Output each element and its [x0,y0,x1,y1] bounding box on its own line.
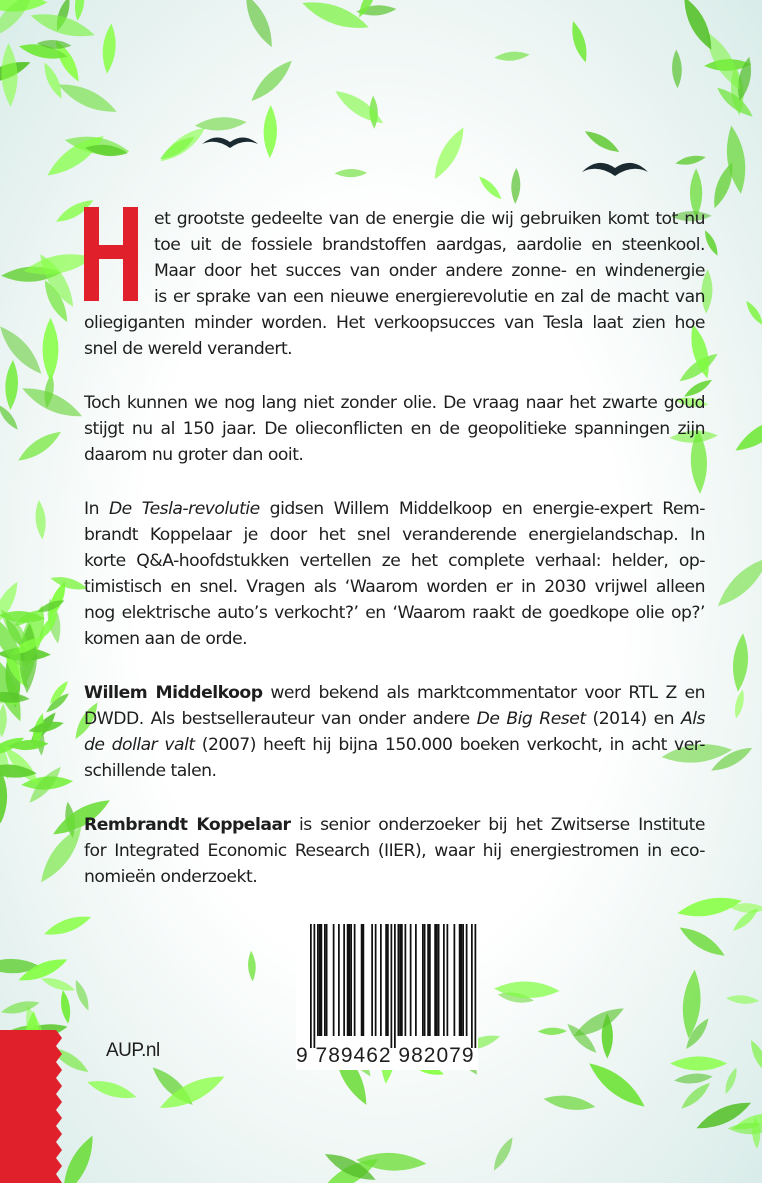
barcode-bar [459,924,461,1036]
text-segment: nomieën onderzoekt. [84,867,258,887]
leaf-shape [494,50,530,62]
text-segment: Toch kunnen we nog lang niet zonder olie. De vraag naar het zwarte goud [84,393,705,413]
leaf-shape [40,60,66,100]
leaf-shape [247,56,297,106]
text-line [84,310,705,336]
barcode-bar [338,924,340,1036]
leaf-shape [72,978,92,1012]
text-segment: korte Q&A-hoofdstukken vertellen ze het complete verhaal: helder, op- [84,551,705,571]
leaf-shape [428,124,470,183]
barcode-bar [447,924,449,1036]
text-segment: gidsen Willem Middelkoop en energie-expert Rem- [259,499,705,519]
barcode-bar [466,924,468,1036]
barcode-bar [399,924,401,1036]
barcode-bar [471,924,473,1048]
paragraph-gap [84,784,705,812]
text-line [84,522,705,548]
leaf-shape [674,1072,714,1086]
text-line [84,206,705,232]
author-name: Rembrandt Koppelaar [84,815,291,835]
leaf-shape [59,989,73,1024]
leaf-shape [4,359,19,410]
text-line [84,864,705,890]
text-segment: (2007) heeft hij bijna 150.000 boeken verkocht, in acht ver- [194,735,705,755]
paragraph-gap [84,362,705,390]
barcode-bar [387,924,389,1036]
back-cover-blurb [84,206,705,890]
text-segment: is er sprake van een nieuwe energierevolutie en zal de macht van [154,287,705,307]
text-segment: nog elektrische auto’s verkocht?’ en ‘Waarom raakt de goedkope olie op?’ [84,603,705,623]
barcode-bar [461,924,463,1036]
publisher-logo-tab [0,1030,64,1183]
text-line [84,284,705,310]
barcode-bar [385,924,387,1036]
leaf-shape [731,633,751,693]
barcode-bar [405,924,407,1036]
barcode-bar [429,924,431,1036]
text-segment: Maar door het succes van onder andere zonne- en windenergie [154,261,705,281]
barcode-bar [454,924,456,1036]
isbn-barcode [296,920,478,1070]
leaf-shape [55,77,120,119]
barcode-bar [319,924,321,1036]
isbn-number: 9 789462 982079 [296,1044,475,1067]
leaf-shape [670,1056,727,1070]
book-title: Als [681,709,705,729]
text-segment: brandt Koppelaar je door het snel veranderende energielandschap. In [84,525,705,545]
leaf-shape [538,1027,567,1035]
publisher-url[interactable]: AUP.nl [106,1040,160,1061]
leaf-shape [40,974,77,994]
leaf-shape [582,127,622,156]
barcode-bar [443,924,445,1036]
text-line [84,732,705,758]
barcode-bar [436,924,438,1036]
text-line [84,416,705,442]
leaf-shape [584,1056,650,1113]
bird-icon [582,156,648,180]
paragraph-gap [84,468,705,496]
text-line [84,680,705,706]
text-line [84,706,705,732]
book-title: de dollar valt [84,735,195,755]
barcode-bar [398,924,400,1036]
leaf-shape [675,153,707,167]
leaf-shape [73,0,86,21]
leaf-shape [726,994,760,1005]
text-segment: for Integrated Economic Research (IIER), waar hij energiestromen in eco- [84,841,705,861]
text-segment: daarom nu groter dan ooit. [84,445,304,465]
leaf-shape [15,426,65,466]
barcode-bar [434,924,436,1036]
text-line [84,336,705,362]
leaf-shape [101,23,118,74]
barcode-bar [410,924,412,1036]
leaf-shape [731,412,762,457]
barcode-bar [415,924,417,1036]
leaf-shape [42,129,108,182]
barcode-bar [324,924,326,1036]
barcode-bar [321,924,323,1036]
text-segment: werd bekend als marktcommentator voor RTL Z en [262,683,705,703]
leaf-shape [747,1038,762,1076]
leaf-shape [712,551,762,612]
text-segment: DWDD. Als bestsellerauteur van onder andere [84,709,477,729]
barcode-bar [363,924,365,1036]
leaf-shape [299,0,372,36]
barcode-bar [333,924,335,1036]
leaf-shape [331,85,387,129]
text-segment: stijgt nu al 150 jaar. De olieconflicten en de geopolitieke spanningen zijn [84,419,705,439]
leaf-shape [34,500,47,540]
barcode-bar [401,924,403,1036]
barcode-bar [349,924,351,1036]
barcode-bar [427,924,429,1036]
leaf-shape [0,703,8,737]
leaf-shape [732,688,746,719]
text-line [84,232,705,258]
barcode-bar [375,924,377,1036]
text-segment: toe uit de fossiele brandstoffen aardgas, aardolie en steenkool. [154,235,705,255]
leaf-shape [43,318,59,382]
text-segment: (2014) en [585,709,681,729]
text-segment: et grootste gedeelte van de energie die wij gebruiken komt tot nu [154,209,705,229]
text-segment: schillende talen. [84,761,217,781]
leaf-shape [476,174,504,203]
leaf-shape [85,1076,138,1103]
text-line [84,496,705,522]
barcode-bar [380,924,382,1036]
barcode-bar [361,924,363,1036]
leaf-shape [490,1135,517,1173]
leaf-shape [568,20,591,64]
text-segment: oliegiganten minder worden. Het verkoopsucces van Tesla laat zien hoe [84,313,705,333]
barcode-bar [310,924,312,1048]
barcode-bar [326,924,328,1036]
text-segment: is senior onderzoeker bij het Zwitserse Institute [290,815,705,835]
leaf-shape [240,0,279,50]
text-line [84,258,705,284]
leaf-shape [678,1079,713,1112]
leaf-shape [247,951,256,982]
text-line [84,548,705,574]
text-line [84,758,705,784]
barcode-bar [391,924,393,1048]
barcode-bar [347,924,349,1036]
leaf-shape [722,1066,739,1095]
leaf-shape [0,43,18,108]
text-segment: timistisch en snel. Vragen als ‘Waarom worden er in 2030 vrijwel alleen [84,577,705,597]
paragraph-gap [84,652,705,680]
leaf-shape [263,105,277,159]
text-line [84,626,705,652]
barcode-bar [350,924,352,1036]
barcode-bar [314,924,316,1048]
barcode-bar [462,924,464,1036]
barcode-bar [475,924,477,1048]
leaf-shape [0,321,47,379]
text-line [84,442,705,468]
book-title: De Big Reset [476,709,586,729]
leaf-shape [671,49,682,88]
leaf-shape [543,1092,597,1113]
text-segment: In [84,499,109,519]
barcode-bar [343,924,345,1036]
barcode-bar [394,924,396,1048]
leaf-shape [334,169,367,178]
leaf-shape [743,299,762,327]
barcode-bar [317,924,319,1036]
text-segment: komen aan de orde. [84,629,248,649]
text-line [84,574,705,600]
author-name: Willem Middelkoop [84,683,263,703]
leaf-shape [676,922,728,961]
barcode-bar [354,924,356,1036]
leaf-shape [49,573,89,593]
text-line [84,600,705,626]
text-line [84,812,705,838]
barcode-bar [422,924,424,1036]
text-line [84,390,705,416]
barcode-bar [424,924,426,1036]
text-line [84,838,705,864]
bird-icon [202,132,258,152]
leaf-shape [511,168,521,204]
text-segment: snel de wereld verandert. [84,339,293,359]
barcode-bar [438,924,440,1036]
book-title: De Tesla-revolutie [108,499,260,519]
leaf-shape [42,911,93,940]
barcode-bar [371,924,373,1036]
